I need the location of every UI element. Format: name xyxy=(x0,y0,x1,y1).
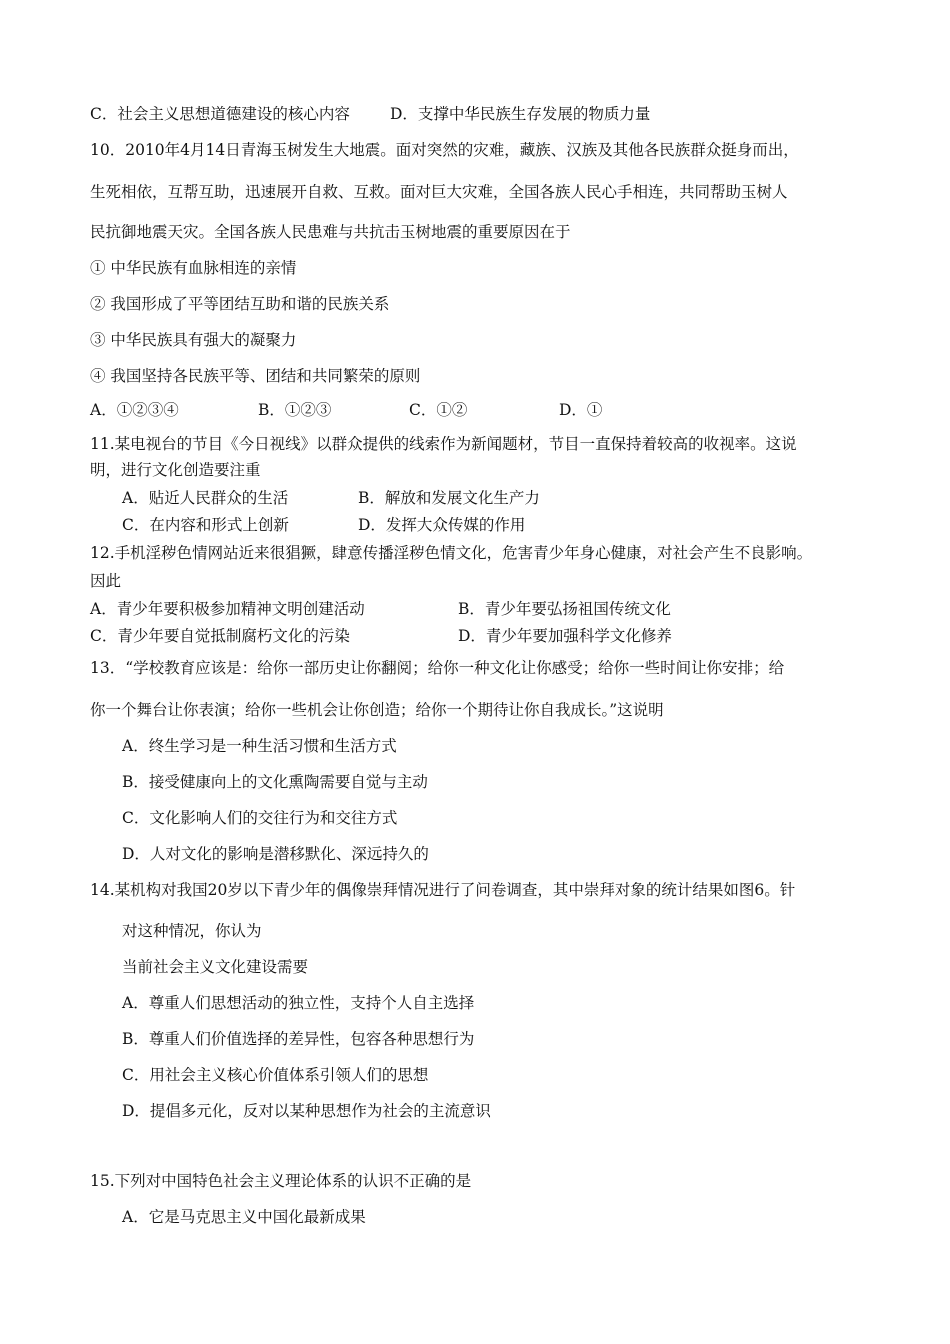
q13-option-c: C．文化影响人们的交往行为和交往方式 xyxy=(122,809,398,827)
q13-stem-line2: 你一个舞台让你表演；给你一些机会让你创造；给你一个期待让你自我成长。”这说明 xyxy=(90,701,664,719)
q10-stem-line1: 10．2010年4月14日青海玉树发生大地震。面对突然的灾难，藏族、汉族及其他各民族群众挺身而出， xyxy=(90,141,799,159)
q14-option-d: D．提倡多元化，反对以某种思想作为社会的主流意识 xyxy=(122,1102,491,1120)
q10-item-4: ④ 我国坚持各民族平等、团结和共同繁荣的原则 xyxy=(90,367,421,385)
q14-option-b: B．尊重人们价值选择的差异性，包容各种思想行为 xyxy=(122,1030,475,1048)
q11-option-b: B．解放和发展文化生产力 xyxy=(358,489,540,507)
q10-item-3: ③ 中华民族具有强大的凝聚力 xyxy=(90,331,297,349)
q11-option-a: A．贴近人民群众的生活 xyxy=(122,489,289,507)
q15-stem-line1: 15.下列对中国特色社会主义理论体系的认识不正确的是 xyxy=(90,1172,472,1190)
q10-item-1: ① 中华民族有血脉相连的亲情 xyxy=(90,259,297,277)
q12-option-c: C．青少年要自觉抵制腐朽文化的污染 xyxy=(90,627,350,645)
q14-stem-line2: 对这种情况，你认为 xyxy=(122,922,262,940)
q10-option-c: C．①② xyxy=(409,401,468,419)
q11-option-d: D．发挥大众传媒的作用 xyxy=(358,516,526,534)
q10-item-2: ② 我国形成了平等团结互助和谐的民族关系 xyxy=(90,295,390,313)
q13-option-a: A．终生学习是一种生活习惯和生活方式 xyxy=(122,737,397,755)
q12-option-b: B．青少年要弘扬祖国传统文化 xyxy=(458,600,671,618)
q12-stem-line1: 12.手机淫秽色情网站近来很猖獗，肆意传播淫秽色情文化，危害青少年身心健康，对社会产生不良影响。 xyxy=(90,544,813,562)
q14-option-c: C．用社会主义核心价值体系引领人们的思想 xyxy=(122,1066,429,1084)
q15-option-a: A．它是马克思主义中国化最新成果 xyxy=(122,1208,366,1226)
q10-stem-line3: 民抗御地震天灾。全国各族人民患难与共抗击玉树地震的重要原因在于 xyxy=(90,223,571,241)
q9-option-d: D．支撑中华民族生存发展的物质力量 xyxy=(390,105,651,123)
q9-option-c: C．社会主义思想道德建设的核心内容 xyxy=(90,105,350,123)
q11-option-c: C．在内容和形式上创新 xyxy=(122,516,289,534)
q14-stem-line3: 当前社会主义文化建设需要 xyxy=(122,958,309,976)
q10-option-a: A．①②③④ xyxy=(90,401,179,419)
q10-stem-line2: 生死相依，互帮互助，迅速展开自救、互救。面对巨大灾难，全国各族人民心手相连，共同帮助玉树人 xyxy=(90,183,788,201)
q13-stem-line1: 13．“学校教育应该是：给你一部历史让你翻阅；给你一种文化让你感受；给你一些时间让你安排；给 xyxy=(90,659,785,677)
q12-option-d: D．青少年要加强科学文化修养 xyxy=(458,627,672,645)
q13-option-b: B．接受健康向上的文化熏陶需要自觉与主动 xyxy=(122,773,428,791)
q14-option-a: A．尊重人们思想活动的独立性，支持个人自主选择 xyxy=(122,994,475,1012)
q10-option-d: D．① xyxy=(559,401,603,419)
q10-option-b: B．①②③ xyxy=(258,401,332,419)
q11-stem-line2: 明，进行文化创造要注重 xyxy=(90,461,261,479)
q14-stem-line1: 14.某机构对我国20岁以下青少年的偶像崇拜情况进行了问卷调查，其中崇拜对象的统计结果如图6。针 xyxy=(90,881,796,899)
q11-stem-line1: 11.某电视台的节目《今日视线》以群众提供的线索作为新闻题材，节目一直保持着较高的收视率。这说 xyxy=(90,435,797,453)
q12-option-a: A．青少年要积极参加精神文明创建活动 xyxy=(90,600,365,618)
q12-stem-line2: 因此 xyxy=(90,572,122,590)
q13-option-d: D．人对文化的影响是潜移默化、深远持久的 xyxy=(122,845,429,863)
